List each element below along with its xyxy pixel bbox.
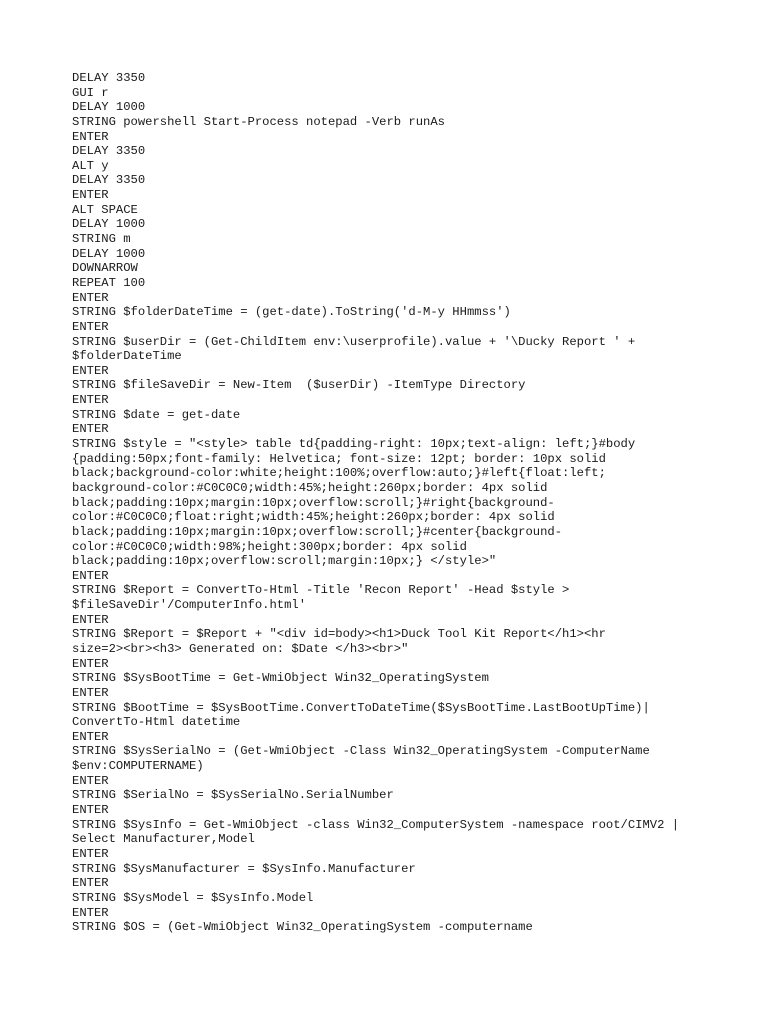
code-line: ENTER bbox=[72, 846, 109, 861]
code-line: STRING $SysBootTime = Get-WmiObject Win32_OperatingSystem bbox=[72, 671, 489, 686]
code-line: STRING $Report = ConvertTo-Html -Title 'Recon Report' -Head $style > bbox=[72, 583, 570, 598]
code-line: ENTER bbox=[72, 876, 109, 891]
code-line: STRING $style = "<style> table td{padding-right: 10px;text-align: left;}#body bbox=[72, 437, 636, 452]
code-line: STRING $folderDateTime = (get-date).ToString('d-M-y HHmmss') bbox=[72, 305, 511, 320]
code-line: STRING $SysManufacturer = $SysInfo.Manufacturer bbox=[72, 861, 416, 876]
code-line: {padding:50px;font-family: Helvetica; font-size: 12pt; border: 10px solid bbox=[72, 451, 606, 466]
code-line: STRING powershell Start-Process notepad -Verb runAs bbox=[72, 114, 445, 129]
code-line: ENTER bbox=[72, 568, 109, 583]
code-line: DELAY 1000 bbox=[72, 246, 146, 261]
code-line: ENTER bbox=[72, 188, 109, 203]
code-line: REPEAT 100 bbox=[72, 275, 146, 290]
code-line: ENTER bbox=[72, 656, 109, 671]
code-line: STRING $SysModel = $SysInfo.Model bbox=[72, 890, 314, 905]
code-line: DELAY 1000 bbox=[72, 100, 146, 115]
code-line: ENTER bbox=[72, 685, 109, 700]
code-line: STRING $OS = (Get-WmiObject Win32_OperatingSystem -computername bbox=[72, 920, 533, 935]
code-line: GUI r bbox=[72, 85, 109, 100]
code-line: ALT SPACE bbox=[72, 202, 138, 217]
code-line: ENTER bbox=[72, 905, 109, 920]
code-line: color:#C0C0C0;float:right;width:45%;height:260px;border: 4px solid bbox=[72, 510, 555, 525]
code-line: Select Manufacturer,Model bbox=[72, 832, 255, 847]
code-line: ENTER bbox=[72, 319, 109, 334]
code-line: ENTER bbox=[72, 393, 109, 408]
code-line: color:#C0C0C0;width:98%;height:300px;border: 4px solid bbox=[72, 539, 467, 554]
code-line: STRING $SysSerialNo = (Get-WmiObject -Class Win32_OperatingSystem -ComputerName bbox=[72, 744, 650, 759]
code-line: ENTER bbox=[72, 129, 109, 144]
code-line: background-color:#C0C0C0;width:45%;height:260px;border: 4px solid bbox=[72, 480, 548, 495]
code-line: ENTER bbox=[72, 363, 109, 378]
code-line: DELAY 3350 bbox=[72, 173, 146, 188]
code-line: $fileSaveDir'/ComputerInfo.html' bbox=[72, 598, 307, 613]
code-line: black;padding:10px;margin:10px;overflow:scroll;}#center{background- bbox=[72, 524, 563, 539]
code-line: DELAY 3350 bbox=[72, 71, 146, 85]
code-line: ALT y bbox=[72, 158, 109, 173]
code-line: size=2><br><h3> Generated on: $Date </h3><br>" bbox=[72, 641, 409, 656]
code-line: ConvertTo-Html datetime bbox=[72, 715, 241, 730]
code-line: ENTER bbox=[72, 290, 109, 305]
code-line: STRING $SysInfo = Get-WmiObject -class Win32_ComputerSystem -namespace root/CIMV2 | bbox=[72, 817, 680, 832]
code-line: STRING m bbox=[72, 232, 131, 247]
code-line: black;padding:10px;margin:10px;overflow:scroll;}#right{background- bbox=[72, 495, 555, 510]
code-line: black;padding:10px;overflow:scroll;margin:10px;} </style>" bbox=[72, 554, 497, 569]
code-line: DELAY 1000 bbox=[72, 217, 146, 232]
code-line: ENTER bbox=[72, 803, 109, 818]
code-line: $folderDateTime bbox=[72, 349, 182, 364]
code-line: STRING $Report = $Report + "<div id=body><h1>Duck Tool Kit Report</h1><hr bbox=[72, 627, 606, 642]
code-line: black;background-color:white;height:100%;overflow:auto;}#left{float:left; bbox=[72, 466, 606, 481]
code-line: ENTER bbox=[72, 729, 109, 744]
code-line: ENTER bbox=[72, 612, 109, 627]
code-line: STRING $userDir = (Get-ChildItem env:\userprofile).value + '\Ducky Report ' + bbox=[72, 334, 636, 349]
code-line: DELAY 3350 bbox=[72, 144, 146, 159]
code-line: STRING $SerialNo = $SysSerialNo.SerialNumber bbox=[72, 788, 394, 803]
code-line: ENTER bbox=[72, 422, 109, 437]
code-line: DOWNARROW bbox=[72, 261, 138, 276]
code-line: STRING $BootTime = $SysBootTime.ConvertToDateTime($SysBootTime.LastBootUpTime)| bbox=[72, 700, 650, 715]
code-line: STRING $date = get-date bbox=[72, 407, 241, 422]
code-line: ENTER bbox=[72, 773, 109, 788]
script-document bbox=[72, 71, 712, 935]
code-line: $env:COMPUTERNAME) bbox=[72, 759, 204, 774]
code-line: STRING $fileSaveDir = New-Item ($userDir) -ItemType Directory bbox=[72, 378, 526, 393]
